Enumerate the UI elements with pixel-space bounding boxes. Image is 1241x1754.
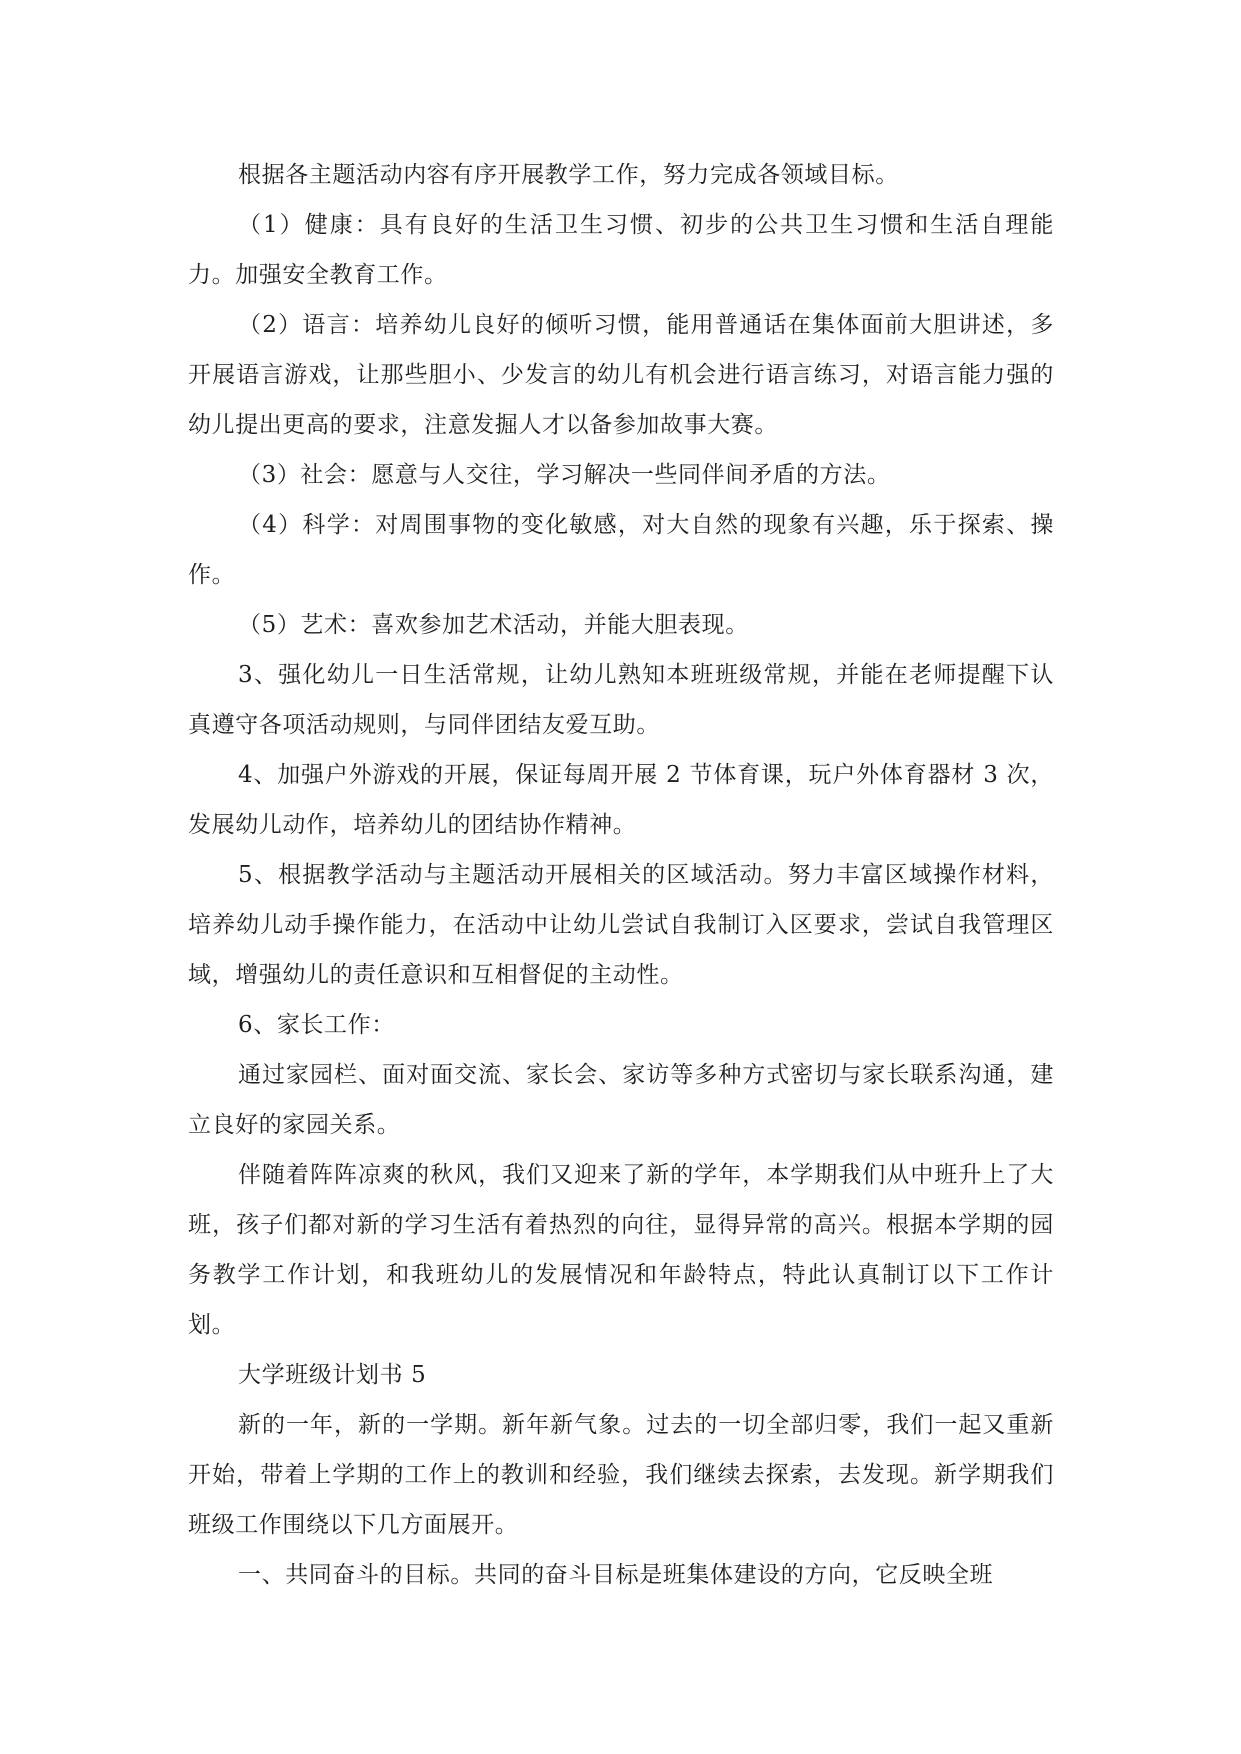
paragraph: （3）社会：愿意与人交往，学习解决一些同伴间矛盾的方法。 [238, 462, 891, 488]
paragraph: （4）科学：对周围事物的变化敏感，对大自然的现象有兴趣，乐于探索、操作。 [188, 512, 1054, 588]
paragraph: 伴随着阵阵凉爽的秋风，我们又迎来了新的学年，本学期我们从中班升上了大班，孩子们都对新的学习生活有着热烈的向往，显得异常的高兴。根据本学期的园务教学工作计划，和我班幼儿的发展情况和年龄特点，特此认真制订以下工作计划。 [188, 1162, 1054, 1338]
paragraph: 新的一年，新的一学期。新年新气象。过去的一切全部归零，我们一起又重新开始，带着上学期的工作上的教训和经验，我们继续去探索，去发现。新学期我们班级工作围绕以下几方面展开。 [188, 1412, 1054, 1538]
paragraph: 根据各主题活动内容有序开展教学工作，努力完成各领域目标。 [238, 162, 899, 188]
paragraph: 3、强化幼儿一日生活常规，让幼儿熟知本班班级常规，并能在老师提醒下认真遵守各项活动规则，与同伴团结友爱互助。 [188, 662, 1054, 738]
section-heading: 大学班级计划书 5 [238, 1362, 427, 1388]
document-body [188, 150, 1054, 1600]
paragraph: （5）艺术：喜欢参加艺术活动，并能大胆表现。 [238, 612, 749, 638]
paragraph: 6、家长工作： [238, 1012, 395, 1038]
paragraph: （2）语言：培养幼儿良好的倾听习惯，能用普通话在集体面前大胆讲述，多开展语言游戏，让那些胆小、少发言的幼儿有机会进行语言练习，对语言能力强的幼儿提出更高的要求，注意发掘人才以备参加故事大赛。 [188, 312, 1054, 438]
paragraph: 5、根据教学活动与主题活动开展相关的区域活动。努力丰富区域操作材料，培养幼儿动手操作能力，在活动中让幼儿尝试自我制订入区要求，尝试自我管理区域，增强幼儿的责任意识和互相督促的主动性。 [188, 862, 1054, 988]
paragraph: 4、加强户外游戏的开展，保证每周开展 2 节体育课，玩户外体育器材 3 次，发展幼儿动作，培养幼儿的团结协作精神。 [188, 762, 1054, 838]
paragraph: 一、共同奋斗的目标。共同的奋斗目标是班集体建设的方向，它反映全班 [238, 1562, 994, 1588]
paragraph: （1）健康：具有良好的生活卫生习惯、初步的公共卫生习惯和生活自理能力。加强安全教育工作。 [188, 212, 1054, 288]
paragraph: 通过家园栏、面对面交流、家长会、家访等多种方式密切与家长联系沟通，建立良好的家园关系。 [188, 1062, 1054, 1138]
